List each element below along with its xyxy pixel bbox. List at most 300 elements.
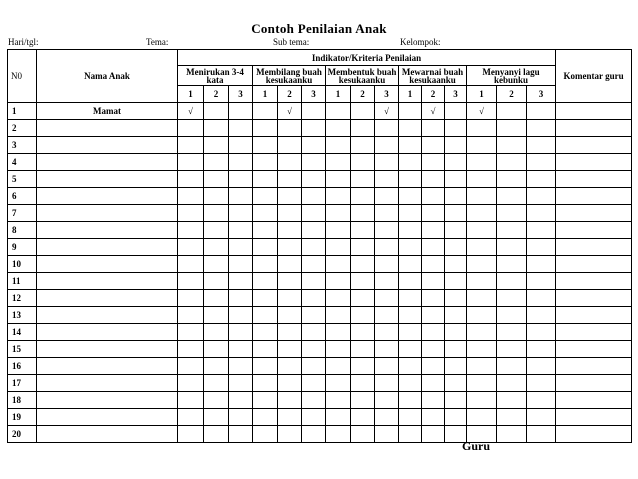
score-check-cell[interactable] [422, 426, 445, 443]
score-check-cell[interactable] [351, 324, 375, 341]
score-check-cell[interactable] [326, 426, 351, 443]
score-check-cell[interactable] [497, 256, 527, 273]
score-check-cell[interactable] [422, 256, 445, 273]
score-check-cell[interactable] [399, 290, 422, 307]
score-check-cell[interactable] [527, 392, 556, 409]
score-check-cell[interactable] [467, 205, 497, 222]
score-check-cell[interactable] [302, 392, 326, 409]
score-check-cell[interactable] [497, 188, 527, 205]
score-check-cell[interactable] [253, 120, 278, 137]
child-name-cell[interactable] [37, 375, 178, 392]
score-check-cell[interactable] [302, 358, 326, 375]
comment-cell[interactable] [556, 188, 632, 205]
score-check-cell[interactable] [178, 256, 204, 273]
score-check-cell[interactable] [497, 290, 527, 307]
score-check-cell[interactable] [229, 103, 253, 120]
score-check-cell[interactable] [302, 307, 326, 324]
score-check-cell[interactable] [445, 392, 467, 409]
score-check-cell[interactable] [204, 171, 229, 188]
score-check-cell[interactable] [399, 205, 422, 222]
score-check-cell[interactable] [422, 290, 445, 307]
score-check-cell[interactable] [445, 256, 467, 273]
score-check-cell[interactable] [467, 188, 497, 205]
score-check-cell[interactable] [467, 273, 497, 290]
score-check-cell[interactable] [204, 409, 229, 426]
score-check-cell[interactable] [497, 358, 527, 375]
score-check-cell[interactable] [204, 205, 229, 222]
score-check-cell[interactable] [178, 426, 204, 443]
score-check-cell[interactable] [527, 341, 556, 358]
comment-cell[interactable] [556, 409, 632, 426]
score-check-cell[interactable] [375, 426, 399, 443]
score-check-cell[interactable] [302, 273, 326, 290]
child-name-cell[interactable] [37, 426, 178, 443]
score-check-cell[interactable] [375, 273, 399, 290]
score-check-cell[interactable] [253, 273, 278, 290]
score-check-cell[interactable] [351, 239, 375, 256]
child-name-cell[interactable] [37, 273, 178, 290]
score-check-cell[interactable] [302, 256, 326, 273]
score-check-cell[interactable] [351, 103, 375, 120]
score-check-cell[interactable] [399, 426, 422, 443]
score-check-cell[interactable] [278, 375, 302, 392]
score-check-cell[interactable] [326, 324, 351, 341]
score-check-cell[interactable] [229, 154, 253, 171]
score-check-cell[interactable] [204, 290, 229, 307]
comment-cell[interactable] [556, 307, 632, 324]
score-check-cell[interactable] [375, 239, 399, 256]
score-check-cell[interactable] [278, 273, 302, 290]
score-check-cell[interactable] [253, 324, 278, 341]
score-check-cell[interactable] [422, 222, 445, 239]
score-check-cell[interactable] [527, 375, 556, 392]
score-check-cell[interactable] [375, 256, 399, 273]
score-check-cell[interactable] [253, 171, 278, 188]
score-check-cell[interactable] [302, 154, 326, 171]
score-check-cell[interactable] [445, 188, 467, 205]
score-check-cell[interactable] [229, 409, 253, 426]
score-check-cell[interactable] [326, 290, 351, 307]
score-check-cell[interactable] [399, 222, 422, 239]
score-check-cell[interactable] [399, 392, 422, 409]
score-check-cell[interactable] [375, 341, 399, 358]
score-check-cell[interactable] [422, 154, 445, 171]
score-check-cell[interactable] [204, 222, 229, 239]
score-check-cell[interactable] [497, 205, 527, 222]
score-check-cell[interactable] [399, 103, 422, 120]
score-check-cell[interactable] [467, 120, 497, 137]
score-check-cell[interactable] [302, 290, 326, 307]
score-check-cell[interactable] [351, 392, 375, 409]
score-check-cell[interactable] [467, 341, 497, 358]
score-check-cell[interactable] [351, 222, 375, 239]
child-name-cell[interactable] [37, 120, 178, 137]
score-check-cell[interactable] [204, 188, 229, 205]
score-check-cell[interactable] [399, 341, 422, 358]
score-check-cell[interactable] [497, 409, 527, 426]
score-check-cell[interactable] [497, 222, 527, 239]
child-name-cell[interactable] [37, 409, 178, 426]
score-check-cell[interactable] [351, 256, 375, 273]
score-check-cell[interactable] [375, 188, 399, 205]
comment-cell[interactable] [556, 171, 632, 188]
score-check-cell[interactable] [302, 239, 326, 256]
score-check-cell[interactable] [204, 256, 229, 273]
score-check-cell[interactable] [326, 222, 351, 239]
score-check-cell[interactable] [467, 256, 497, 273]
score-check-cell[interactable] [326, 188, 351, 205]
score-check-cell[interactable] [445, 171, 467, 188]
score-check-cell[interactable] [278, 171, 302, 188]
score-check-cell[interactable] [326, 137, 351, 154]
child-name-cell[interactable] [37, 358, 178, 375]
score-check-cell[interactable] [497, 103, 527, 120]
score-check-cell[interactable] [399, 409, 422, 426]
score-check-cell[interactable] [497, 120, 527, 137]
score-check-cell[interactable] [527, 273, 556, 290]
score-check-cell[interactable] [229, 120, 253, 137]
score-check-cell[interactable] [178, 341, 204, 358]
score-check-cell[interactable] [527, 120, 556, 137]
score-check-cell[interactable] [178, 205, 204, 222]
child-name-cell[interactable] [37, 392, 178, 409]
score-check-cell[interactable] [178, 273, 204, 290]
comment-cell[interactable] [556, 375, 632, 392]
score-check-cell[interactable] [445, 222, 467, 239]
score-check-cell[interactable] [302, 324, 326, 341]
score-check-cell[interactable] [422, 120, 445, 137]
score-check-cell[interactable] [527, 188, 556, 205]
score-check-cell[interactable] [445, 307, 467, 324]
score-check-cell[interactable] [302, 171, 326, 188]
score-check-cell[interactable]: √ [178, 103, 204, 120]
score-check-cell[interactable] [326, 358, 351, 375]
score-check-cell[interactable] [527, 154, 556, 171]
score-check-cell[interactable]: √ [422, 103, 445, 120]
score-check-cell[interactable] [351, 154, 375, 171]
score-check-cell[interactable] [253, 239, 278, 256]
score-check-cell[interactable] [351, 171, 375, 188]
score-check-cell[interactable] [253, 137, 278, 154]
score-check-cell[interactable] [278, 154, 302, 171]
score-check-cell[interactable] [467, 375, 497, 392]
score-check-cell[interactable] [253, 409, 278, 426]
score-check-cell[interactable] [278, 205, 302, 222]
score-check-cell[interactable] [278, 392, 302, 409]
score-check-cell[interactable] [178, 171, 204, 188]
score-check-cell[interactable] [253, 205, 278, 222]
score-check-cell[interactable] [351, 188, 375, 205]
score-check-cell[interactable] [326, 307, 351, 324]
score-check-cell[interactable] [278, 239, 302, 256]
score-check-cell[interactable] [467, 307, 497, 324]
score-check-cell[interactable] [527, 103, 556, 120]
score-check-cell[interactable] [302, 120, 326, 137]
score-check-cell[interactable] [229, 375, 253, 392]
score-check-cell[interactable] [204, 426, 229, 443]
score-check-cell[interactable] [351, 290, 375, 307]
score-check-cell[interactable] [253, 103, 278, 120]
score-check-cell[interactable] [229, 171, 253, 188]
score-check-cell[interactable] [445, 290, 467, 307]
score-check-cell[interactable] [178, 239, 204, 256]
comment-cell[interactable] [556, 426, 632, 443]
score-check-cell[interactable] [178, 375, 204, 392]
score-check-cell[interactable]: √ [278, 103, 302, 120]
score-check-cell[interactable] [302, 103, 326, 120]
score-check-cell[interactable] [253, 188, 278, 205]
score-check-cell[interactable] [422, 273, 445, 290]
score-check-cell[interactable] [375, 137, 399, 154]
score-check-cell[interactable] [467, 358, 497, 375]
score-check-cell[interactable] [399, 188, 422, 205]
child-name-cell[interactable]: Mamat [37, 103, 178, 120]
score-check-cell[interactable] [351, 409, 375, 426]
score-check-cell[interactable] [375, 409, 399, 426]
score-check-cell[interactable] [445, 409, 467, 426]
score-check-cell[interactable] [375, 171, 399, 188]
score-check-cell[interactable] [422, 239, 445, 256]
child-name-cell[interactable] [37, 171, 178, 188]
comment-cell[interactable] [556, 341, 632, 358]
score-check-cell[interactable] [497, 239, 527, 256]
score-check-cell[interactable] [375, 290, 399, 307]
score-check-cell[interactable] [326, 171, 351, 188]
score-check-cell[interactable] [204, 239, 229, 256]
score-check-cell[interactable] [375, 120, 399, 137]
score-check-cell[interactable] [326, 154, 351, 171]
score-check-cell[interactable] [278, 307, 302, 324]
score-check-cell[interactable] [445, 103, 467, 120]
score-check-cell[interactable] [278, 409, 302, 426]
score-check-cell[interactable] [326, 392, 351, 409]
child-name-cell[interactable] [37, 205, 178, 222]
score-check-cell[interactable] [422, 409, 445, 426]
score-check-cell[interactable] [399, 137, 422, 154]
score-check-cell[interactable] [204, 273, 229, 290]
score-check-cell[interactable] [204, 392, 229, 409]
comment-cell[interactable] [556, 222, 632, 239]
score-check-cell[interactable] [445, 154, 467, 171]
score-check-cell[interactable] [204, 154, 229, 171]
score-check-cell[interactable] [229, 137, 253, 154]
score-check-cell[interactable] [229, 358, 253, 375]
child-name-cell[interactable] [37, 137, 178, 154]
comment-cell[interactable] [556, 154, 632, 171]
score-check-cell[interactable] [445, 137, 467, 154]
score-check-cell[interactable] [497, 137, 527, 154]
score-check-cell[interactable] [527, 324, 556, 341]
score-check-cell[interactable] [326, 239, 351, 256]
score-check-cell[interactable] [399, 154, 422, 171]
score-check-cell[interactable] [178, 222, 204, 239]
score-check-cell[interactable] [422, 375, 445, 392]
child-name-cell[interactable] [37, 154, 178, 171]
score-check-cell[interactable] [178, 188, 204, 205]
child-name-cell[interactable] [37, 256, 178, 273]
comment-cell[interactable] [556, 290, 632, 307]
score-check-cell[interactable] [497, 426, 527, 443]
score-check-cell[interactable] [302, 426, 326, 443]
score-check-cell[interactable] [253, 392, 278, 409]
score-check-cell[interactable] [351, 358, 375, 375]
score-check-cell[interactable] [204, 137, 229, 154]
score-check-cell[interactable] [351, 307, 375, 324]
child-name-cell[interactable] [37, 324, 178, 341]
score-check-cell[interactable] [445, 205, 467, 222]
score-check-cell[interactable] [326, 103, 351, 120]
score-check-cell[interactable] [399, 239, 422, 256]
score-check-cell[interactable] [527, 137, 556, 154]
comment-cell[interactable] [556, 358, 632, 375]
score-check-cell[interactable] [445, 341, 467, 358]
score-check-cell[interactable] [178, 154, 204, 171]
score-check-cell[interactable] [204, 307, 229, 324]
score-check-cell[interactable] [422, 137, 445, 154]
score-check-cell[interactable] [229, 222, 253, 239]
score-check-cell[interactable] [399, 358, 422, 375]
score-check-cell[interactable] [204, 375, 229, 392]
score-check-cell[interactable] [204, 120, 229, 137]
child-name-cell[interactable] [37, 341, 178, 358]
score-check-cell[interactable] [253, 358, 278, 375]
score-check-cell[interactable] [375, 222, 399, 239]
score-check-cell[interactable] [375, 205, 399, 222]
score-check-cell[interactable] [302, 409, 326, 426]
score-check-cell[interactable] [467, 222, 497, 239]
score-check-cell[interactable] [467, 409, 497, 426]
score-check-cell[interactable] [399, 375, 422, 392]
score-check-cell[interactable] [229, 307, 253, 324]
score-check-cell[interactable] [178, 324, 204, 341]
score-check-cell[interactable] [229, 239, 253, 256]
score-check-cell[interactable] [399, 171, 422, 188]
score-check-cell[interactable] [351, 375, 375, 392]
score-check-cell[interactable] [229, 205, 253, 222]
score-check-cell[interactable] [178, 120, 204, 137]
score-check-cell[interactable] [375, 375, 399, 392]
score-check-cell[interactable] [497, 154, 527, 171]
score-check-cell[interactable] [467, 290, 497, 307]
score-check-cell[interactable] [422, 307, 445, 324]
score-check-cell[interactable]: √ [375, 103, 399, 120]
score-check-cell[interactable] [278, 324, 302, 341]
score-check-cell[interactable] [527, 222, 556, 239]
score-check-cell[interactable] [527, 239, 556, 256]
score-check-cell[interactable] [445, 358, 467, 375]
score-check-cell[interactable] [375, 392, 399, 409]
score-check-cell[interactable] [497, 375, 527, 392]
score-check-cell[interactable] [253, 154, 278, 171]
score-check-cell[interactable] [351, 137, 375, 154]
score-check-cell[interactable] [302, 205, 326, 222]
comment-cell[interactable] [556, 256, 632, 273]
score-check-cell[interactable] [467, 392, 497, 409]
score-check-cell[interactable] [278, 120, 302, 137]
score-check-cell[interactable] [445, 120, 467, 137]
score-check-cell[interactable] [527, 358, 556, 375]
score-check-cell[interactable] [527, 409, 556, 426]
score-check-cell[interactable] [204, 358, 229, 375]
comment-cell[interactable] [556, 273, 632, 290]
score-check-cell[interactable] [445, 239, 467, 256]
score-check-cell[interactable] [278, 222, 302, 239]
score-check-cell[interactable] [253, 341, 278, 358]
score-check-cell[interactable] [497, 392, 527, 409]
score-check-cell[interactable] [229, 324, 253, 341]
score-check-cell[interactable] [178, 409, 204, 426]
score-check-cell[interactable] [253, 290, 278, 307]
score-check-cell[interactable] [497, 273, 527, 290]
child-name-cell[interactable] [37, 188, 178, 205]
score-check-cell[interactable] [497, 171, 527, 188]
score-check-cell[interactable] [253, 256, 278, 273]
child-name-cell[interactable] [37, 290, 178, 307]
score-check-cell[interactable] [326, 409, 351, 426]
score-check-cell[interactable] [229, 426, 253, 443]
score-check-cell[interactable] [527, 290, 556, 307]
child-name-cell[interactable] [37, 222, 178, 239]
score-check-cell[interactable] [302, 188, 326, 205]
score-check-cell[interactable] [253, 426, 278, 443]
comment-cell[interactable] [556, 103, 632, 120]
score-check-cell[interactable] [302, 375, 326, 392]
score-check-cell[interactable] [278, 358, 302, 375]
child-name-cell[interactable] [37, 307, 178, 324]
score-check-cell[interactable] [399, 120, 422, 137]
score-check-cell[interactable] [351, 341, 375, 358]
score-check-cell[interactable] [229, 341, 253, 358]
score-check-cell[interactable] [278, 256, 302, 273]
score-check-cell[interactable] [326, 273, 351, 290]
score-check-cell[interactable] [399, 256, 422, 273]
score-check-cell[interactable] [326, 205, 351, 222]
score-check-cell[interactable] [229, 188, 253, 205]
score-check-cell[interactable] [326, 120, 351, 137]
score-check-cell[interactable] [497, 341, 527, 358]
score-check-cell[interactable] [467, 239, 497, 256]
score-check-cell[interactable] [399, 273, 422, 290]
score-check-cell[interactable] [253, 375, 278, 392]
score-check-cell[interactable] [467, 171, 497, 188]
score-check-cell[interactable] [445, 375, 467, 392]
score-check-cell[interactable] [375, 358, 399, 375]
score-check-cell[interactable] [497, 307, 527, 324]
score-check-cell[interactable] [351, 205, 375, 222]
score-check-cell[interactable] [467, 324, 497, 341]
score-check-cell[interactable] [375, 307, 399, 324]
score-check-cell[interactable] [326, 341, 351, 358]
score-check-cell[interactable] [399, 324, 422, 341]
score-check-cell[interactable] [527, 307, 556, 324]
score-check-cell[interactable] [278, 290, 302, 307]
score-check-cell[interactable] [204, 324, 229, 341]
score-check-cell[interactable] [399, 307, 422, 324]
comment-cell[interactable] [556, 392, 632, 409]
score-check-cell[interactable] [302, 341, 326, 358]
score-check-cell[interactable] [326, 375, 351, 392]
comment-cell[interactable] [556, 239, 632, 256]
score-check-cell[interactable] [422, 171, 445, 188]
score-check-cell[interactable] [527, 256, 556, 273]
score-check-cell[interactable] [375, 154, 399, 171]
score-check-cell[interactable] [445, 273, 467, 290]
score-check-cell[interactable] [422, 205, 445, 222]
comment-cell[interactable] [556, 137, 632, 154]
score-check-cell[interactable] [527, 426, 556, 443]
score-check-cell[interactable] [178, 307, 204, 324]
score-check-cell[interactable] [302, 222, 326, 239]
